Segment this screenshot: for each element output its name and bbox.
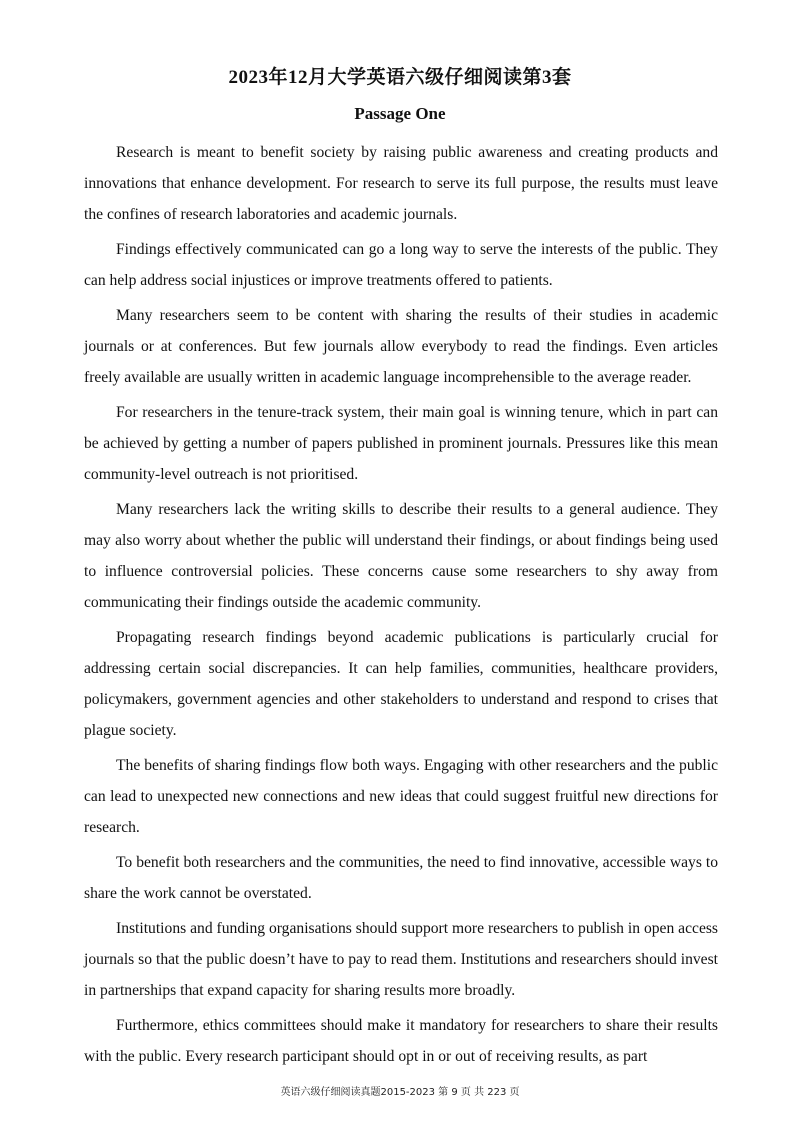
document-title: 2023年12月大学英语六级仔细阅读第3套 [228, 67, 572, 88]
paragraph-10: Furthermore, ethics committees should make it mandatory for researchers to share their results with the public. Every research participant should opt in or out of receiving results, as part [84, 1017, 718, 1065]
paragraph-1: Research is meant to benefit society by raising public awareness and creating products and innovations that enhance development. For research to serve its full purpose, the results must leave the confines of research laboratories and academic journals. [84, 144, 718, 223]
paragraph-3: Many researchers seem to be content with sharing the results of their studies in academic journals or at conferences. But few journals allow everybody to read the findings. Even articles freely available are usually written in academic language incomprehensible to the average reader. [84, 307, 718, 386]
passage-body [84, 137, 718, 1076]
paragraph-8: To benefit both researchers and the communities, the need to find innovative, accessible ways to share the work cannot be overstated. [84, 854, 718, 902]
page-footer: 英语六级仔细阅读真题2015-2023 第 9 页 共 223 页 [280, 1087, 520, 1098]
paragraph-5: Many researchers lack the writing skills to describe their results to a general audience. They may also worry about whether the public will understand their findings, or about findings being used to influence controversial policies. These concerns cause some researchers to shy away from communicating their findings outside the academic community. [84, 501, 718, 611]
paragraph-7: The benefits of sharing findings flow both ways. Engaging with other researchers and the public can lead to unexpected new connections and new ideas that could suggest fruitful new directions for research. [84, 757, 718, 836]
paragraph-2: Findings effectively communicated can go a long way to serve the interests of the public. They can help address social injustices or improve treatments offered to patients. [84, 241, 718, 289]
paragraph-6: Propagating research findings beyond academic publications is particularly crucial for addressing certain social discrepancies. It can help families, communities, healthcare providers, policymakers, government agencies and other stakeholders to understand and respond to crises that plague society. [84, 629, 718, 739]
paragraph-4: For researchers in the tenure-track system, their main goal is winning tenure, which in part can be achieved by getting a number of papers published in prominent journals. Pressures like this mean community-level outreach is not prioritised. [84, 404, 718, 483]
paragraph-9: Institutions and funding organisations should support more researchers to publish in open access journals so that the public doesn’t have to pay to read them. Institutions and researchers should invest in partnerships that expand capacity for sharing results more broadly. [84, 920, 718, 999]
passage-heading: Passage One [354, 104, 446, 123]
